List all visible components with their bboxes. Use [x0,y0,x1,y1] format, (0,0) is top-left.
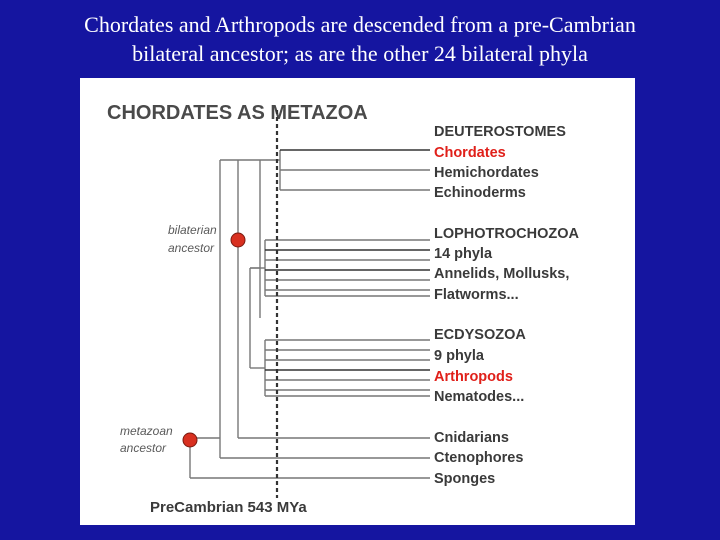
group-lophotrochozoa: LOPHOTROCHOZOA [434,226,579,242]
slide-title-line-1: Chordates and Arthropods are descended from a pre-Cambrian [84,12,636,37]
phylogeny-tree [80,78,635,525]
group-deuterostomes: DEUTEROSTOMES [434,124,566,140]
taxon-nematodes: Nematodes... [434,389,525,405]
figure-title: CHORDATES AS METAZOA [107,102,368,124]
bilaterian-label-1: bilaterian [168,223,217,237]
taxon-lopho-count: 14 phyla [434,246,493,262]
group-ecdysozoa: ECDYSOZOA [434,327,526,343]
metazoan-ancestor-node [183,433,197,447]
taxon-echinoderms: Echinoderms [434,185,526,201]
bilaterian-ancestor-node [231,233,245,247]
taxon-hemichordates: Hemichordates [434,165,539,181]
slide-title [0,10,720,68]
taxon-chordates: Chordates [434,145,506,161]
taxon-cnidarians: Cnidarians [434,430,509,446]
metazoan-label-1: metazoan [120,424,173,438]
slide-title-line-2: bilateral ancestor; as are the other 24 bilateral phyla [132,41,588,66]
taxon-flatworms: Flatworms... [434,287,519,303]
taxon-arthropods: Arthropods [434,369,513,385]
metazoan-label-2: ancestor [120,441,167,455]
taxon-ctenophores: Ctenophores [434,450,524,466]
bilaterian-label-2: ancestor [168,241,215,255]
taxon-sponges: Sponges [434,471,496,487]
timeline-label: PreCambrian 543 MYa [150,499,307,516]
taxon-annelids: Annelids, Mollusks, [434,266,570,282]
phylogeny-figure [80,78,635,525]
taxon-ecdy-count: 9 phyla [434,348,484,364]
